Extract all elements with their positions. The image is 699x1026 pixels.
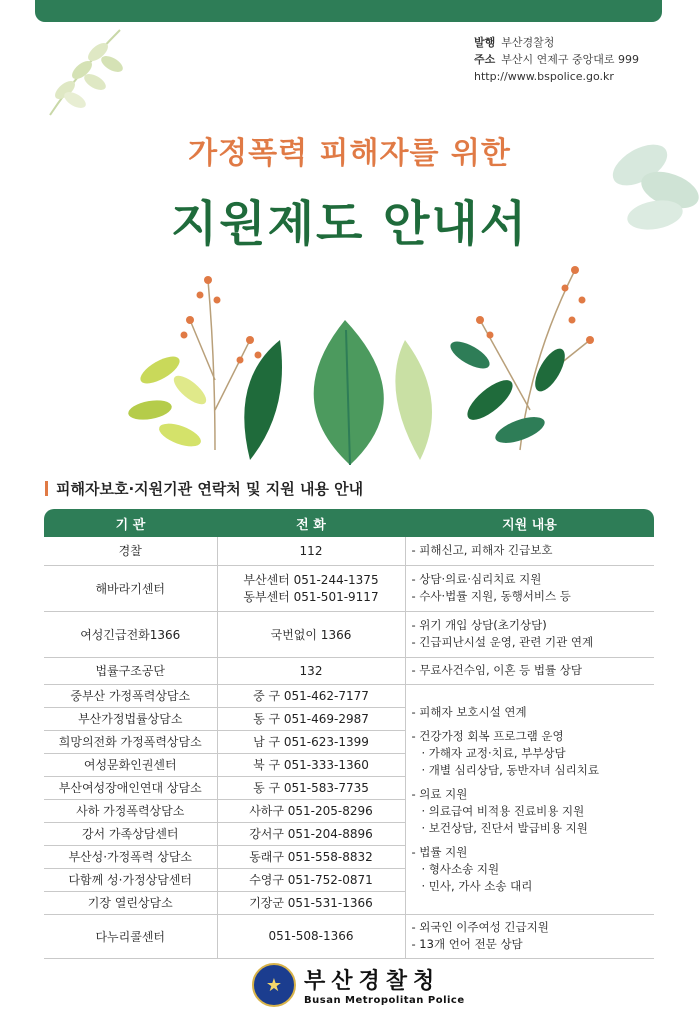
phone-cell: 국번없이 1366 bbox=[217, 611, 405, 657]
org-cell: 여성긴급전화1366 bbox=[44, 611, 217, 657]
phone-cell: 051-508-1366 bbox=[217, 914, 405, 958]
website-link[interactable]: http://www.bspolice.go.kr bbox=[474, 70, 614, 83]
table-row bbox=[44, 914, 654, 958]
phone-cell: 동 구 051-469-2987 bbox=[217, 707, 405, 730]
leaf-sprig-icon bbox=[40, 20, 130, 120]
org-cell: 경찰 bbox=[44, 537, 217, 565]
phone-cell: 남 구 051-623-1399 bbox=[217, 730, 405, 753]
support-cell: - 상담·의료·심리치료 지원 - 수사·법률 지원, 동행서비스 등 bbox=[405, 565, 654, 611]
section-heading-text: 피해자보호·지원기관 연락처 및 지원 내용 안내 bbox=[56, 480, 364, 498]
org-cell: 희망의전화 가정폭력상담소 bbox=[44, 730, 217, 753]
column-header-support: 지원 내용 bbox=[405, 509, 654, 537]
address-label: 주소 bbox=[474, 53, 496, 66]
police-seal-icon: ★ bbox=[252, 963, 296, 1007]
org-cell: 중부산 가정폭력상담소 bbox=[44, 684, 217, 707]
phone-cell: 동래구 051-558-8832 bbox=[217, 845, 405, 868]
phone-cell: 112 bbox=[217, 537, 405, 565]
org-cell: 부산가정법률상담소 bbox=[44, 707, 217, 730]
org-name-english: Busan Metropolitan Police bbox=[304, 995, 465, 1006]
section-heading bbox=[45, 478, 363, 499]
support-cell: - 외국인 이주여성 긴급지원 - 13개 언어 전문 상담 bbox=[405, 914, 654, 958]
document-subtitle: 가정폭력 피해자를 위한 bbox=[188, 136, 511, 171]
phone-cell: 중 구 051-462-7177 bbox=[217, 684, 405, 707]
org-cell: 강서 가족상담센터 bbox=[44, 822, 217, 845]
phone-cell: 북 구 051-333-1360 bbox=[217, 753, 405, 776]
heading-accent-bar bbox=[45, 481, 48, 496]
org-cell: 다누리콜센터 bbox=[44, 914, 217, 958]
org-cell: 사하 가정폭력상담소 bbox=[44, 799, 217, 822]
org-cell: 해바라기센터 bbox=[44, 565, 217, 611]
phone-cell: 사하구 051-205-8296 bbox=[217, 799, 405, 822]
document-title: 지원제도 안내서 bbox=[170, 196, 529, 252]
support-cell: - 피해신고, 피해자 긴급보호 bbox=[405, 537, 654, 565]
org-cell: 기장 열린상담소 bbox=[44, 891, 217, 914]
phone-cell: 동 구 051-583-7735 bbox=[217, 776, 405, 799]
phone-cell: 부산센터 051-244-1375 동부센터 051-501-9117 bbox=[217, 565, 405, 611]
table-row bbox=[44, 684, 654, 707]
org-cell: 다함께 성·가정상담센터 bbox=[44, 868, 217, 891]
phone-cell: 132 bbox=[217, 657, 405, 684]
phone-cell: 기장군 051-531-1366 bbox=[217, 891, 405, 914]
table-row bbox=[44, 657, 654, 684]
publisher-info bbox=[474, 34, 639, 85]
table-header-row bbox=[44, 509, 654, 537]
org-cell: 법률구조공단 bbox=[44, 657, 217, 684]
org-cell: 여성문화인권센터 bbox=[44, 753, 217, 776]
table-row bbox=[44, 565, 654, 611]
issuer-value: 부산경찰청 bbox=[501, 36, 555, 49]
phone-cell: 강서구 051-204-8896 bbox=[217, 822, 405, 845]
table-row bbox=[44, 611, 654, 657]
org-cell: 부산여성장애인연대 상담소 bbox=[44, 776, 217, 799]
address-value: 부산시 연제구 중앙대로 999 bbox=[501, 53, 640, 66]
merged-support-cell: - 피해자 보호시설 연계 - 건강가정 회복 프로그램 운영 · 가해자 교정·치료, 부부상담 · 개별 심리상담, 동반자녀 심리치료 - 의료 지원 · 의료급여 비적용 진료비용 지원 · 보건상담, 진단서 발급비용 지원 - 법률 지원 · 형사소송 지원 · 민사, 가사 소송 대리 bbox=[405, 684, 654, 914]
top-bar bbox=[35, 0, 662, 22]
issuer-label: 발행 bbox=[474, 36, 496, 49]
contacts-table bbox=[44, 509, 654, 959]
support-cell: - 무료사건수임, 이혼 등 법률 상담 bbox=[405, 657, 654, 684]
table-row bbox=[44, 537, 654, 565]
column-header-phone: 전 화 bbox=[217, 509, 405, 537]
column-header-org: 기 관 bbox=[44, 509, 217, 537]
botanical-illustration bbox=[120, 260, 600, 470]
footer-logo bbox=[252, 963, 465, 1007]
org-cell: 부산성·가정폭력 상담소 bbox=[44, 845, 217, 868]
org-name-korean: 부산경찰청 bbox=[304, 969, 441, 994]
phone-cell: 수영구 051-752-0871 bbox=[217, 868, 405, 891]
support-cell: - 위기 개입 상담(초기상담) - 긴급피난시설 운영, 관련 기관 연계 bbox=[405, 611, 654, 657]
